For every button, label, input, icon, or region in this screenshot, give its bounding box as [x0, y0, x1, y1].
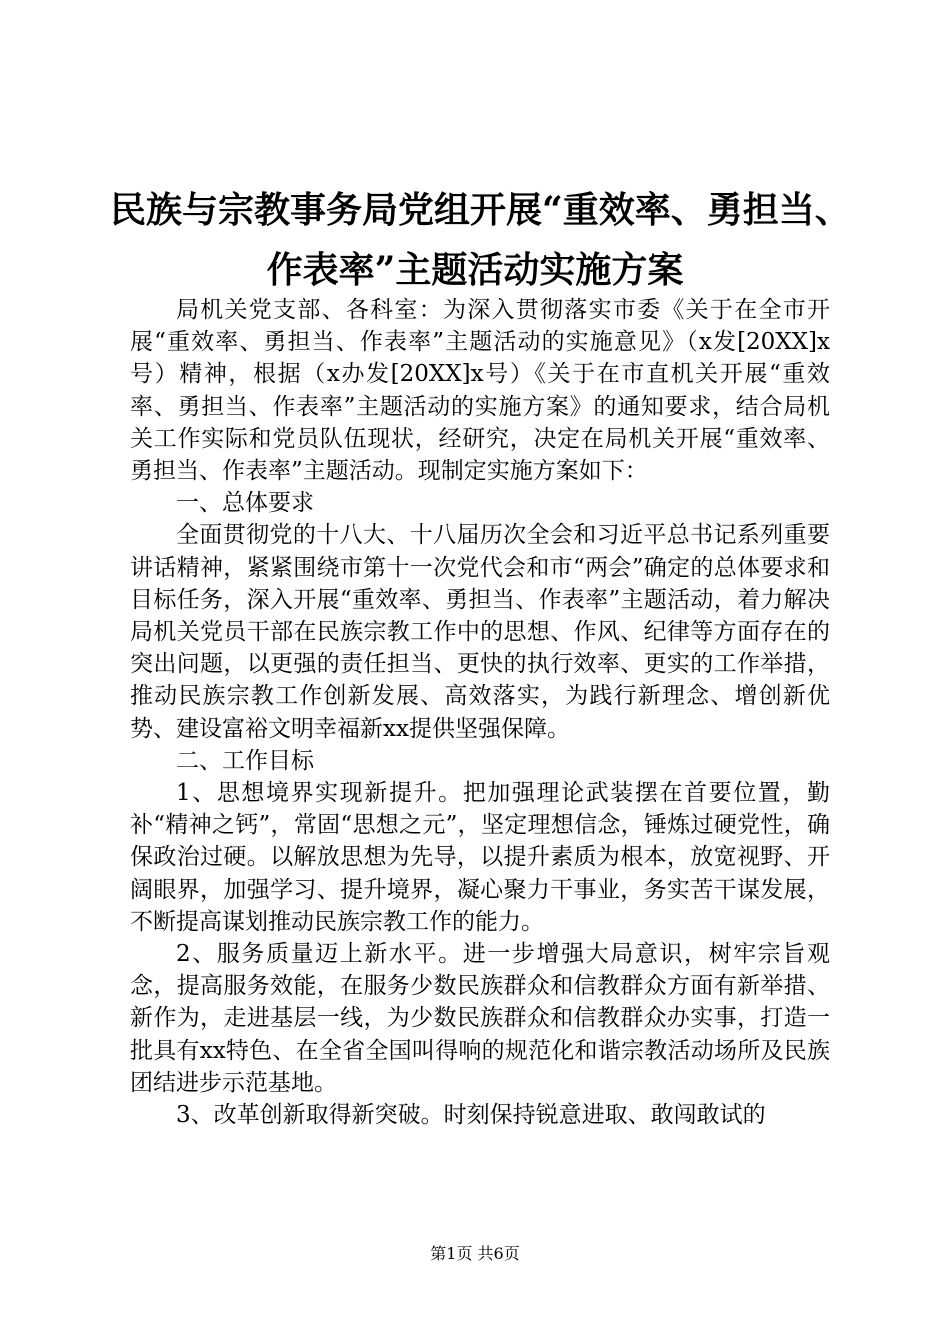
goal-3-paragraph: 3、改革创新取得新突破。时刻保持锐意进取、敢闯敢试的 — [176, 1102, 766, 1129]
section-1-paragraph: 全面贯彻党的十八大、十八届历次全会和习近平总书记系列重要讲话精神，紧紧围绕市第十一次党代会和市“两会”确定的总体要求和目标任务，深入开展“重效率、勇担当、作表率”主题活动，着力解决局机关党员干部在民族宗教工作中的思想、作风、纪律等方面存在的突出问题，以更强的责任担当、更快的执行效率、更实的工作举措，推动民族宗教工作创新发展、高效落实，为践行新理念、增创新优势、建设富裕文明幸福新xx提供坚强保障。 — [130, 522, 830, 742]
document-title-line-2: 作表率”主题活动实施方案 — [266, 249, 684, 291]
section-1-heading: 一、总体要求 — [176, 490, 314, 517]
goal-2-paragraph: 2、服务质量迈上新水平。进一步增强大局意识，树牢宗旨观念，提高服务效能，在服务少数民族群众和信教群众方面有新举措、新作为，走进基层一线，为少数民族群众和信教群众办实事，打造一批具有xx特色、在全省全国叫得响的规范化和谐宗教活动场所及民族团结进步示范基地。 — [130, 941, 830, 1096]
page-footer: 第1页 共6页 — [430, 1244, 520, 1263]
intro-paragraph: 局机关党支部、各科室：为深入贯彻落实市委《关于在全市开展“重效率、勇担当、作表率”主题活动的实施意见》（x发[20XX]x号）精神，根据（x办发[20XX]x号）《关于在市直机关开展“重效率、勇担当、作表率”主题活动的实施方案》的通知要求，结合局机关工作实际和党员队伍现状，经研究，决定在局机关开展“重效率、勇担当、作表率”主题活动。现制定实施方案如下： — [130, 297, 830, 485]
document-title-line-1: 民族与宗教事务局党组开展“重效率、勇担当、 — [110, 189, 851, 231]
section-2-heading: 二、工作目标 — [176, 747, 314, 774]
document-body — [130, 294, 830, 1131]
goal-1-paragraph: 1、思想境界实现新提升。把加强理论武装摆在首要位置，勤补“精神之钙”，常固“思想之元”，坚定理想信念，锤炼过硬党性，确保政治过硬。以解放思想为先导，以提升素质为根本，放宽视野、开阔眼界，加强学习、提升境界，凝心聚力干事业，务实苦干谋发展，不断提高谋划推动民族宗教工作的能力。 — [130, 780, 830, 935]
